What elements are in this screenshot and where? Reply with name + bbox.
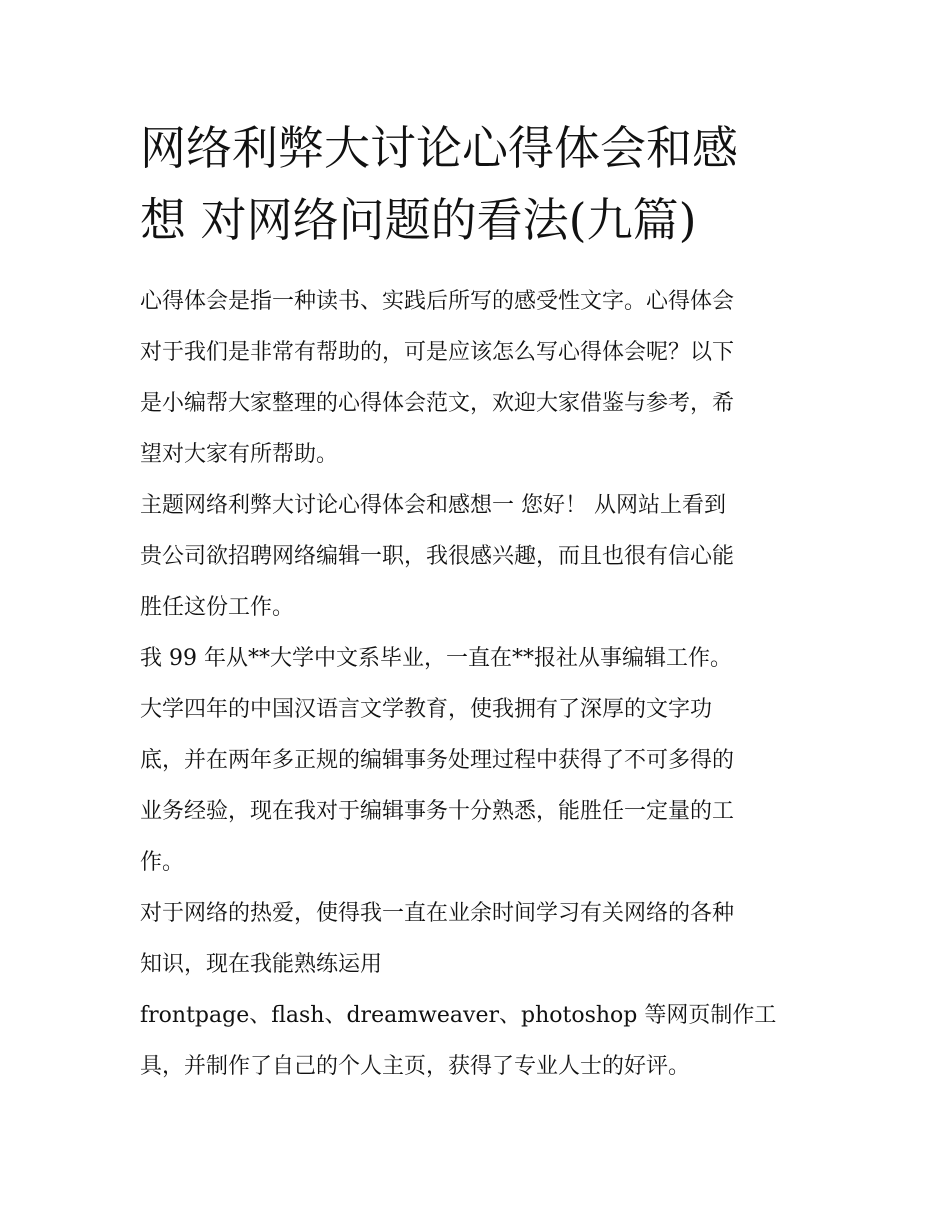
paragraph-tools xyxy=(140,990,812,1092)
text-line: 对于我们是非常有帮助的，可是应该怎么写心得体会呢？以下 xyxy=(140,340,735,365)
text-line: 底，并在两年多正规的编辑事务处理过程中获得了不可多得的 xyxy=(140,748,735,773)
paragraph-intro xyxy=(140,276,812,480)
paragraph-graduation xyxy=(140,633,812,684)
text-line: 贵公司欲招聘网络编辑一职，我很感兴趣，而且也很有信心能 xyxy=(140,544,735,569)
text-line: 胜任这份工作。 xyxy=(140,595,295,620)
text-line: 主题网络利弊大讨论心得体会和感想一 您好！ 从网站上看到 xyxy=(140,493,726,518)
text-line: 作。 xyxy=(140,850,185,875)
title-line: 想 对网络问题的看法(九篇) xyxy=(140,193,697,247)
text-line: frontpage、flash、dreamweaver、photoshop 等网页制作工 xyxy=(140,1003,777,1028)
document-body xyxy=(140,276,812,1092)
paragraph-network xyxy=(140,888,812,990)
text-line: 具，并制作了自己的个人主页，获得了专业人士的好评。 xyxy=(140,1054,691,1079)
title-line: 网络利弊大讨论心得体会和感 xyxy=(140,121,738,175)
text-line: 业务经验，现在我对于编辑事务十分熟悉，能胜任一定量的工 xyxy=(140,799,735,824)
text-line: 对于网络的热爱，使得我一直在业余时间学习有关网络的各种 xyxy=(140,901,735,926)
text-line: 知识，现在我能熟练运用 xyxy=(140,952,383,977)
paragraph-education xyxy=(140,684,812,888)
document-page xyxy=(140,112,812,1092)
text-line: 是小编帮大家整理的心得体会范文，欢迎大家借鉴与参考，希 xyxy=(140,391,735,416)
document-title xyxy=(140,112,812,256)
paragraph-topic xyxy=(140,480,812,633)
text-line: 望对大家有所帮助。 xyxy=(140,442,339,467)
text-line: 心得体会是指一种读书、实践后所写的感受性文字。心得体会 xyxy=(140,289,735,314)
text-line: 我 99 年从**大学中文系毕业，一直在**报社从事编辑工作。 xyxy=(140,646,732,671)
text-line: 大学四年的中国汉语言文学教育，使我拥有了深厚的文字功 xyxy=(140,697,713,722)
